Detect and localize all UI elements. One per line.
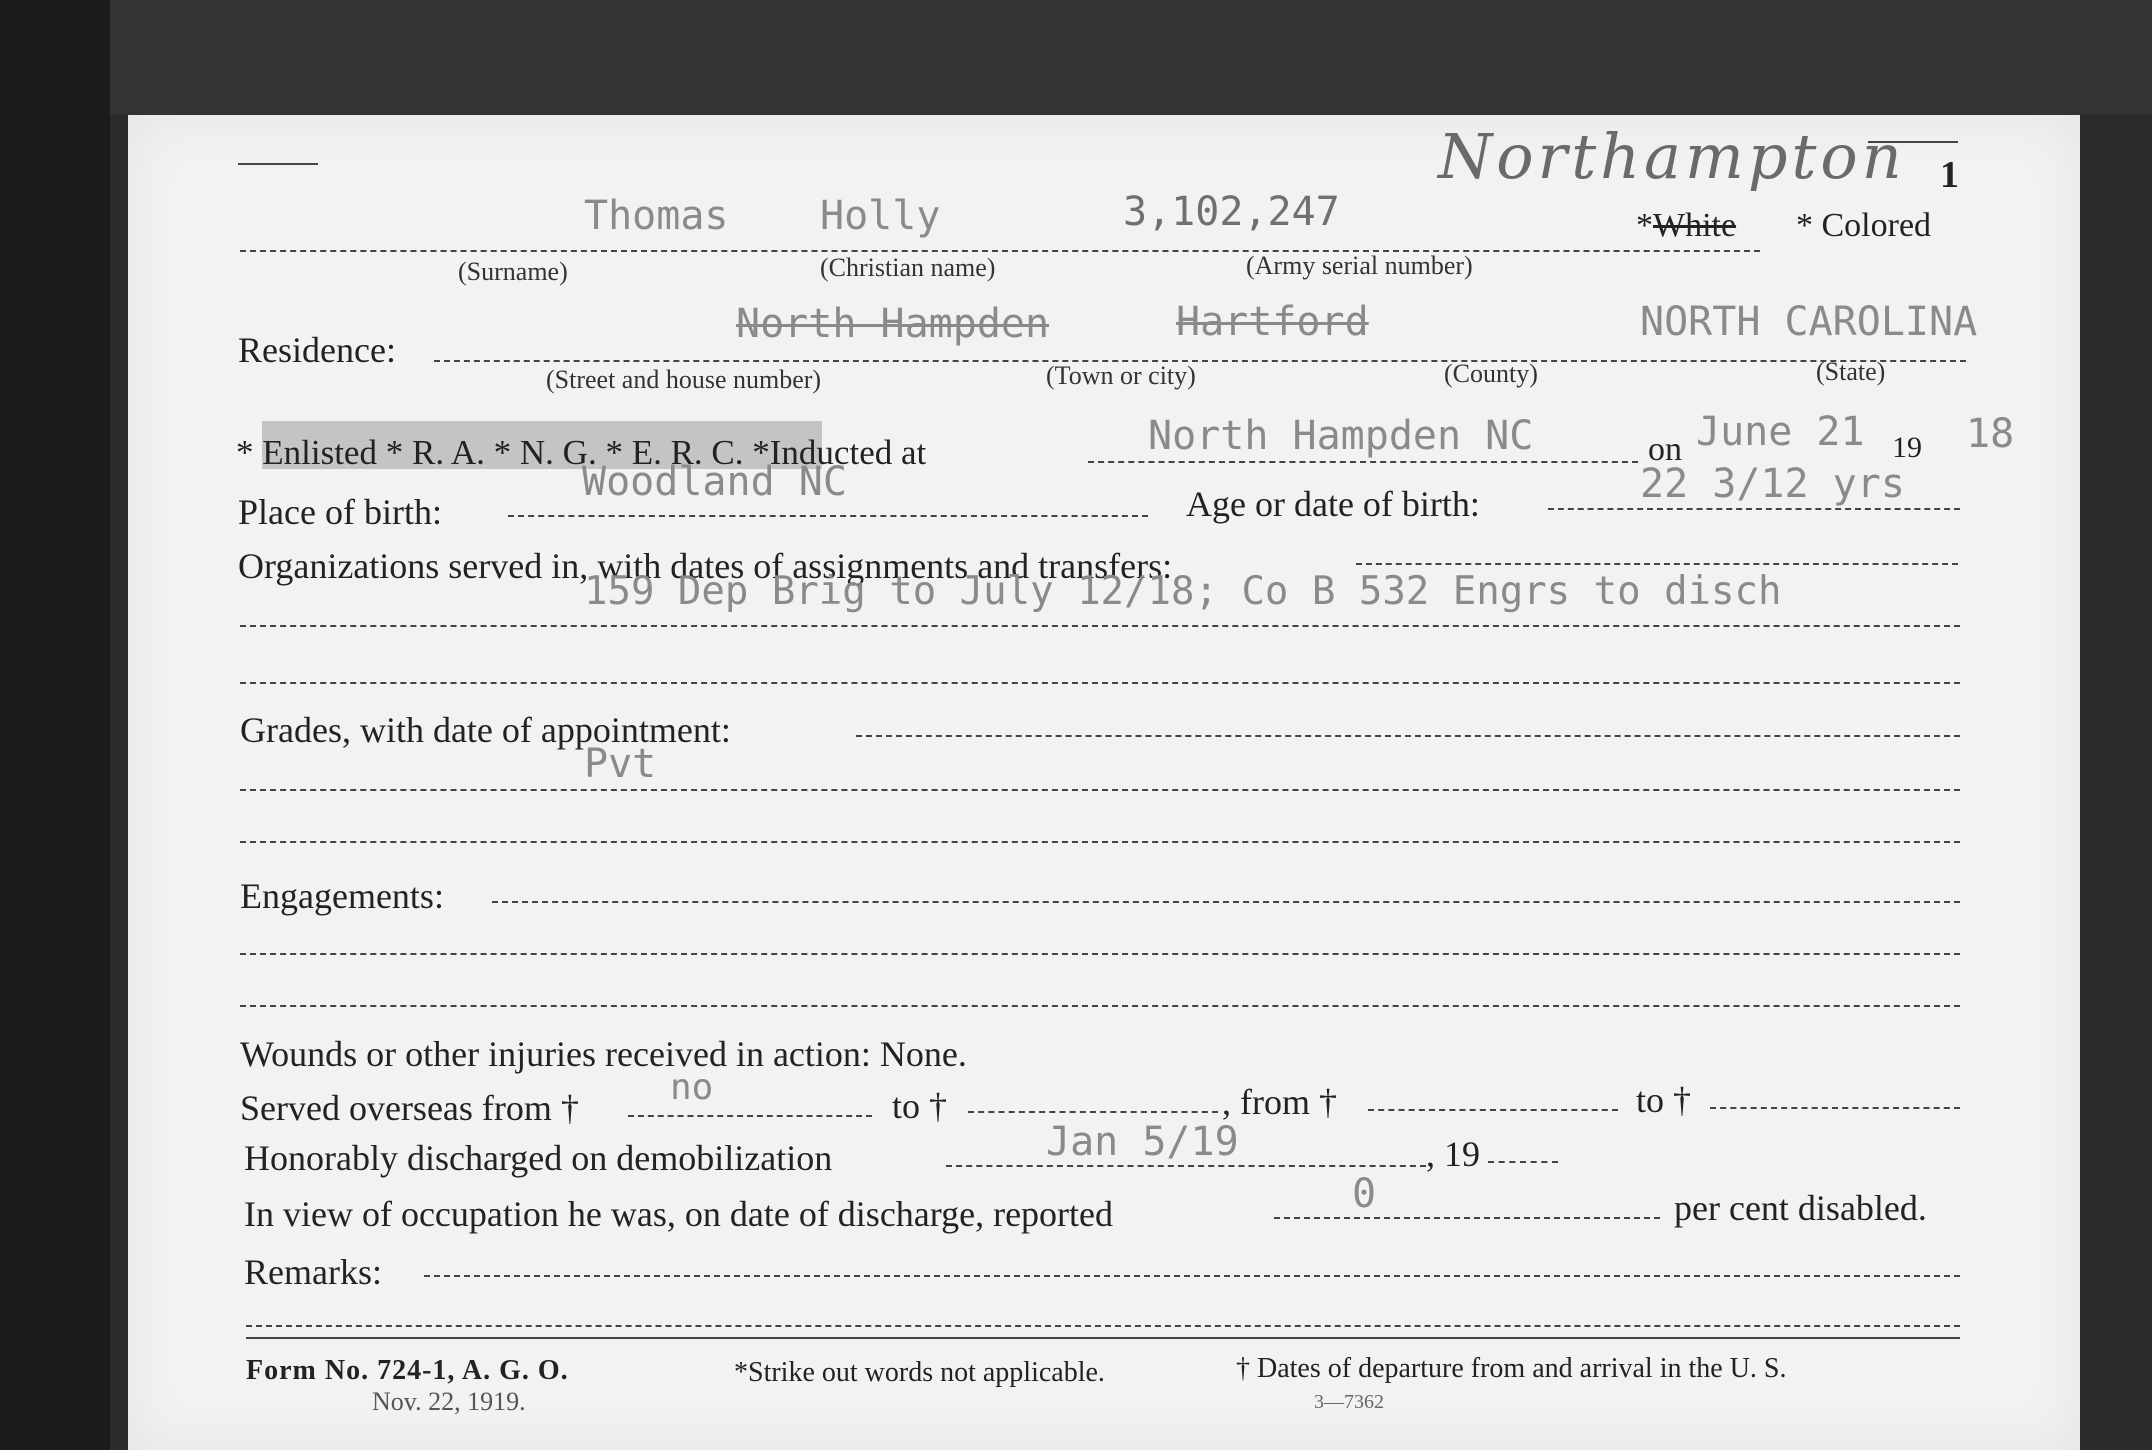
place-of-birth-value: Woodland NC [582, 459, 847, 505]
inducted-date-value: June 21 [1696, 409, 1865, 455]
form-number: Form No. 724-1, A. G. O. [246, 1355, 569, 1386]
residence-label: Residence: [238, 330, 396, 370]
residence-town-value: Hartford [1176, 299, 1369, 345]
overseas-to-2: to † [1636, 1080, 1692, 1120]
grades-line-2 [240, 841, 1960, 843]
discharge-year-line [1488, 1161, 1558, 1163]
age-label: Age or date of birth: [1186, 484, 1480, 524]
scan-background-top [110, 0, 2152, 115]
name-row-line [240, 250, 1760, 252]
county-caption: (County) [1444, 359, 1538, 388]
age-line [1548, 508, 1960, 510]
on-label: on [1648, 431, 1682, 468]
christian-name-value: Holly [820, 193, 941, 239]
strike-note: *Strike out words not applicable. [734, 1357, 1105, 1388]
surname-value: Thomas [584, 193, 729, 239]
grades-line-1 [240, 789, 1960, 791]
discharge-year-suffix: , 19 [1426, 1134, 1480, 1174]
overseas-from2-line [1368, 1109, 1618, 1111]
discharge-label: Honorably discharged on demobilization [244, 1138, 833, 1178]
service-record-card [128, 115, 2080, 1450]
disability-label: In view of occupation he was, on date of discharge, reported [244, 1194, 1114, 1234]
overseas-from-2: , from † [1222, 1082, 1337, 1122]
organizations-value: 159 Dep Brig to July 12/18; Co B 532 Engrs to disch [584, 569, 1782, 614]
engagements-line-2 [240, 1005, 1960, 1007]
disability-value: 0 [1352, 1171, 1377, 1217]
race-white: *White [1636, 207, 1737, 244]
engagements-label: Engagements: [240, 876, 444, 916]
overseas-to-line [968, 1111, 1218, 1113]
grades-label: Grades, with date of appointment: [240, 710, 731, 750]
scan-background-left [0, 0, 110, 1450]
footer-rule [246, 1337, 1960, 1339]
remarks-line-0 [424, 1275, 1960, 1277]
discharge-date-value: Jan 5/19 [1046, 1119, 1239, 1165]
organizations-label: Organizations served in, with dates of assignments and transfers: [238, 546, 1173, 586]
remarks-line-1 [246, 1325, 1960, 1327]
print-code: 3—7362 [1314, 1391, 1384, 1413]
discharge-line [946, 1165, 1426, 1167]
grades-value: Pvt [584, 741, 657, 787]
overseas-from-line [628, 1115, 872, 1117]
organizations-line-1 [240, 625, 1960, 627]
wounds-label: Wounds or other injuries received in action: None. [240, 1034, 967, 1074]
county-handwritten: Northampton [1438, 120, 1906, 193]
header-short-rule [238, 163, 318, 165]
residence-street-value: North Hampden [736, 301, 1050, 347]
serial-number-value: 3,102,247 [1123, 189, 1340, 235]
age-value: 22 3/12 yrs [1640, 461, 1905, 507]
disability-line [1274, 1217, 1660, 1219]
overseas-to-1: to † [892, 1086, 948, 1126]
grades-line-0 [856, 735, 1960, 737]
inducted-place-value: North Hampden NC [1148, 413, 1534, 459]
dates-note: † Dates of departure from and arrival in the U. S. [1236, 1353, 1787, 1384]
inducted-line [1088, 461, 1638, 463]
serial-caption: (Army serial number) [1246, 251, 1473, 280]
overseas-to2-line [1710, 1107, 1960, 1109]
remarks-label: Remarks: [244, 1252, 382, 1292]
engagements-line-1 [240, 953, 1960, 955]
surname-caption: (Surname) [458, 257, 568, 286]
card-number: 1 [1940, 154, 1959, 196]
overseas-label: Served overseas from † [240, 1088, 579, 1128]
residence-state-value: NORTH CAROLINA [1640, 299, 1978, 345]
place-of-birth-label: Place of birth: [238, 492, 442, 532]
overseas-from-value: no [670, 1067, 714, 1108]
inducted-year-value: 18 [1966, 411, 2015, 457]
organizations-line-0 [1356, 563, 1958, 565]
place-of-birth-line [508, 515, 1148, 517]
organizations-line-2 [240, 682, 1960, 684]
year-prefix: 19 [1892, 431, 1922, 464]
residence-line [434, 360, 1966, 362]
state-caption: (State) [1816, 357, 1886, 386]
christian-name-caption: (Christian name) [820, 253, 996, 282]
engagements-line-0 [492, 901, 1960, 903]
form-date: Nov. 22, 1919. [372, 1387, 526, 1416]
town-caption: (Town or city) [1046, 361, 1196, 390]
race-colored: * Colored [1796, 207, 1932, 244]
enlistment-options: * Enlisted * R. A. * N. G. * E. R. C. *Inducted at [236, 433, 927, 472]
disability-suffix: per cent disabled. [1674, 1188, 1927, 1228]
street-caption: (Street and house number) [546, 365, 822, 394]
header-right-rule [1868, 141, 1958, 143]
